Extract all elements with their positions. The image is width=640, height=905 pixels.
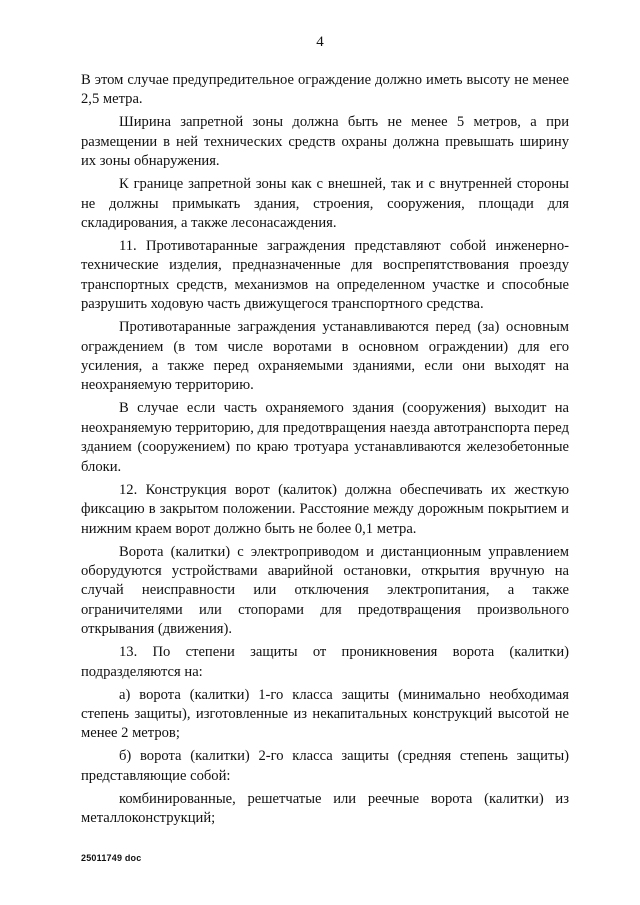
paragraph-item-12: 12. Конструкция ворот (калиток) должна обеспечивать их жесткую фиксацию в закрытом положении. Расстояние между дорожным покрытием и нижним краем ворот должно быть не более 0,1 метра. — [81, 481, 569, 537]
document-body — [81, 71, 569, 832]
paragraph-continuation: В этом случае предупредительное ограждение должно иметь высоту не менее 2,5 метра. — [81, 72, 569, 108]
paragraph-item-13b: б) ворота (калитки) 2-го класса защиты (средняя степень защиты) представляющие собой: — [81, 748, 569, 784]
paragraph-anti-ram-placement: Противотаранные заграждения устанавливаются перед (за) основным ограждением (в том числе воротами в основном ограждении) для его усиления, а также перед охраняемыми зданиями, если они выходят на неохраняемую территорию. — [81, 319, 569, 394]
paragraph-restricted-zone-width: Ширина запретной зоны должна быть не менее 5 метров, а при размещении в ней технических средств охраны должна превышать ширину их зоны обнаружения. — [81, 114, 569, 170]
page-number: 4 — [316, 34, 324, 50]
footer-document-reference: 25011749 doc — [81, 853, 142, 863]
paragraph-concrete-blocks: В случае если часть охраняемого здания (сооружения) выходит на неохраняемую территорию, для предотвращения наезда автотранспорта перед зданием (сооружением) по краю тротуара устанавливаются железобетонные блоки. — [81, 400, 569, 475]
paragraph-item-11: 11. Противотаранные заграждения представляют собой инженерно-технические изделия, предназначенные для воспрепятствования проезду транспортных средств, механизмов на определенном участке и способные разрушить ходовую часть движущегося транспортного средства. — [81, 238, 569, 313]
paragraph-combined-gates: комбинированные, решетчатые или реечные ворота (калитки) из металлоконструкций; — [81, 790, 569, 827]
paragraph-electric-gates: Ворота (калитки) с электроприводом и дистанционным управлением оборудуются устройствами аварийной остановки, открытия вручную на случай неисправности или отключения электропитания, а также ограничителями или стопорами для предотвращения произвольного открывания (движения). — [81, 543, 569, 638]
paragraph-item-13: 13. По степени защиты от проникновения ворота (калитки) подразделяются на: — [81, 644, 569, 680]
paragraph-item-13a: а) ворота (калитки) 1-го класса защиты (минимально необходимая степень защиты), изготовленные из некапитальных конструкций высотой не менее 2 метров; — [81, 686, 569, 742]
paragraph-restricted-zone-border: К границе запретной зоны как с внешней, так и с внутренней стороны не должны примыкать здания, строения, сооружения, площади для складирования, а также лесонасаждения. — [81, 176, 569, 232]
